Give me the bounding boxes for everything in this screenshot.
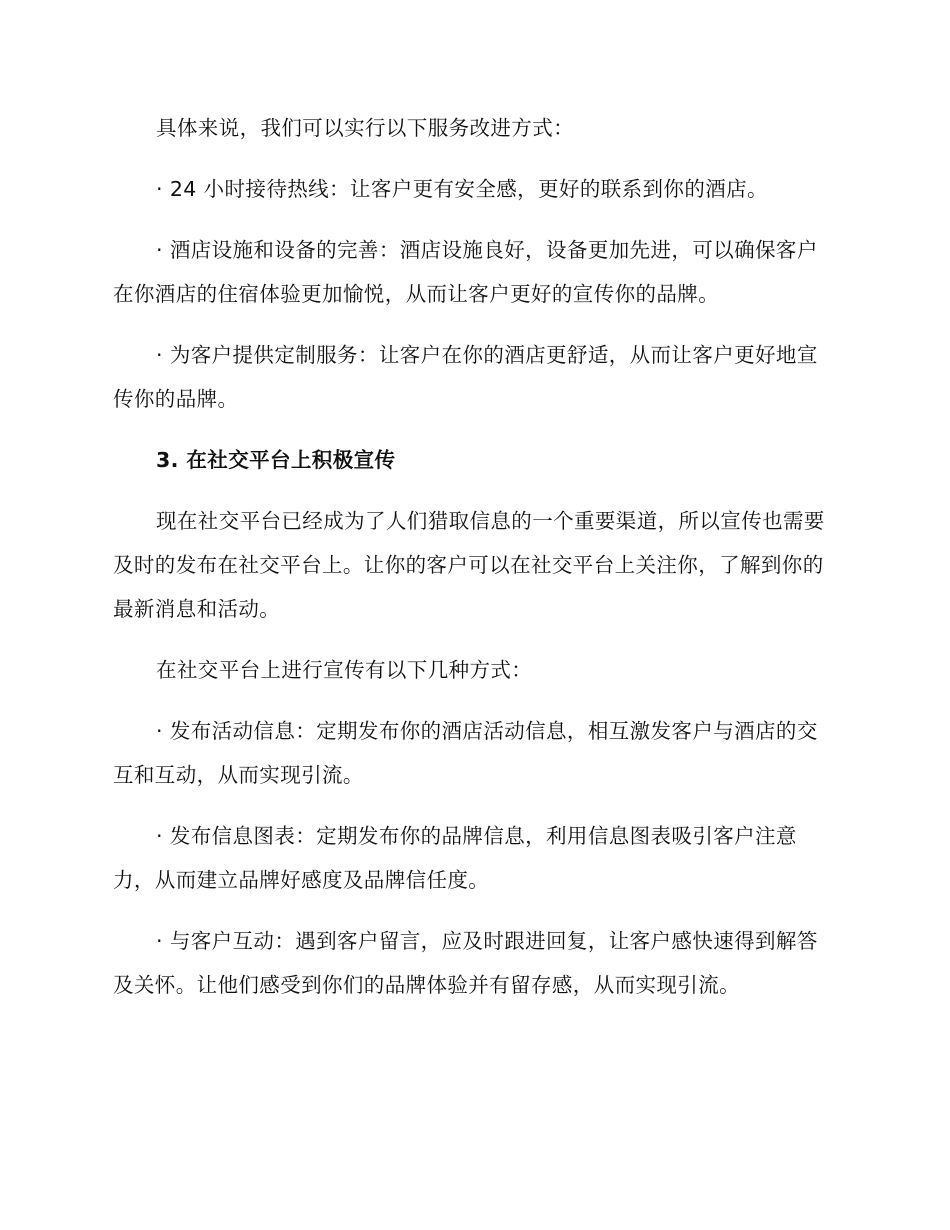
- social-methods-paragraph: 在社交平台上进行宣传有以下几种方式：: [156, 658, 533, 682]
- bullet-infographics: · 发布信息图表：定期发布你的品牌信息，利用信息图表吸引客户注意力，从而建立品牌好感度及品牌信任度。: [113, 824, 797, 892]
- social-intro-paragraph: 现在社交平台已经成为了人们猎取信息的一个重要渠道，所以宣传也需要及时的发布在社交平台上。让你的客户可以在社交平台上关注你，了解到你的最新消息和活动。: [113, 509, 825, 621]
- intro-paragraph: 具体来说，我们可以实行以下服务改进方式：: [156, 116, 574, 140]
- bullet-custom-service: · 为客户提供定制服务：让客户在你的酒店更舒适，从而让客户更好地宣传你的品牌。: [113, 343, 818, 411]
- bullet-activity-info: · 发布活动信息：定期发布你的酒店活动信息，相互激发客户与酒店的交互和互动，从而实现引流。: [113, 719, 818, 787]
- bullet-hotline: · 24 小时接待热线：让客户更有安全感，更好的联系到你的酒店。: [156, 177, 768, 201]
- section-heading: 3. 在社交平台上积极宣传: [156, 448, 396, 472]
- bullet-customer-interaction: · 与客户互动：遇到客户留言，应及时跟进回复，让客户感快速得到解答及关怀。让他们感受到你们的品牌体验并有留存感，从而实现引流。: [113, 929, 818, 997]
- document-body: [113, 106, 825, 1024]
- bullet-facilities: · 酒店设施和设备的完善：酒店设施良好，设备更加先进，可以确保客户在你酒店的住宿体验更加愉悦，从而让客户更好的宣传你的品牌。: [113, 238, 818, 306]
